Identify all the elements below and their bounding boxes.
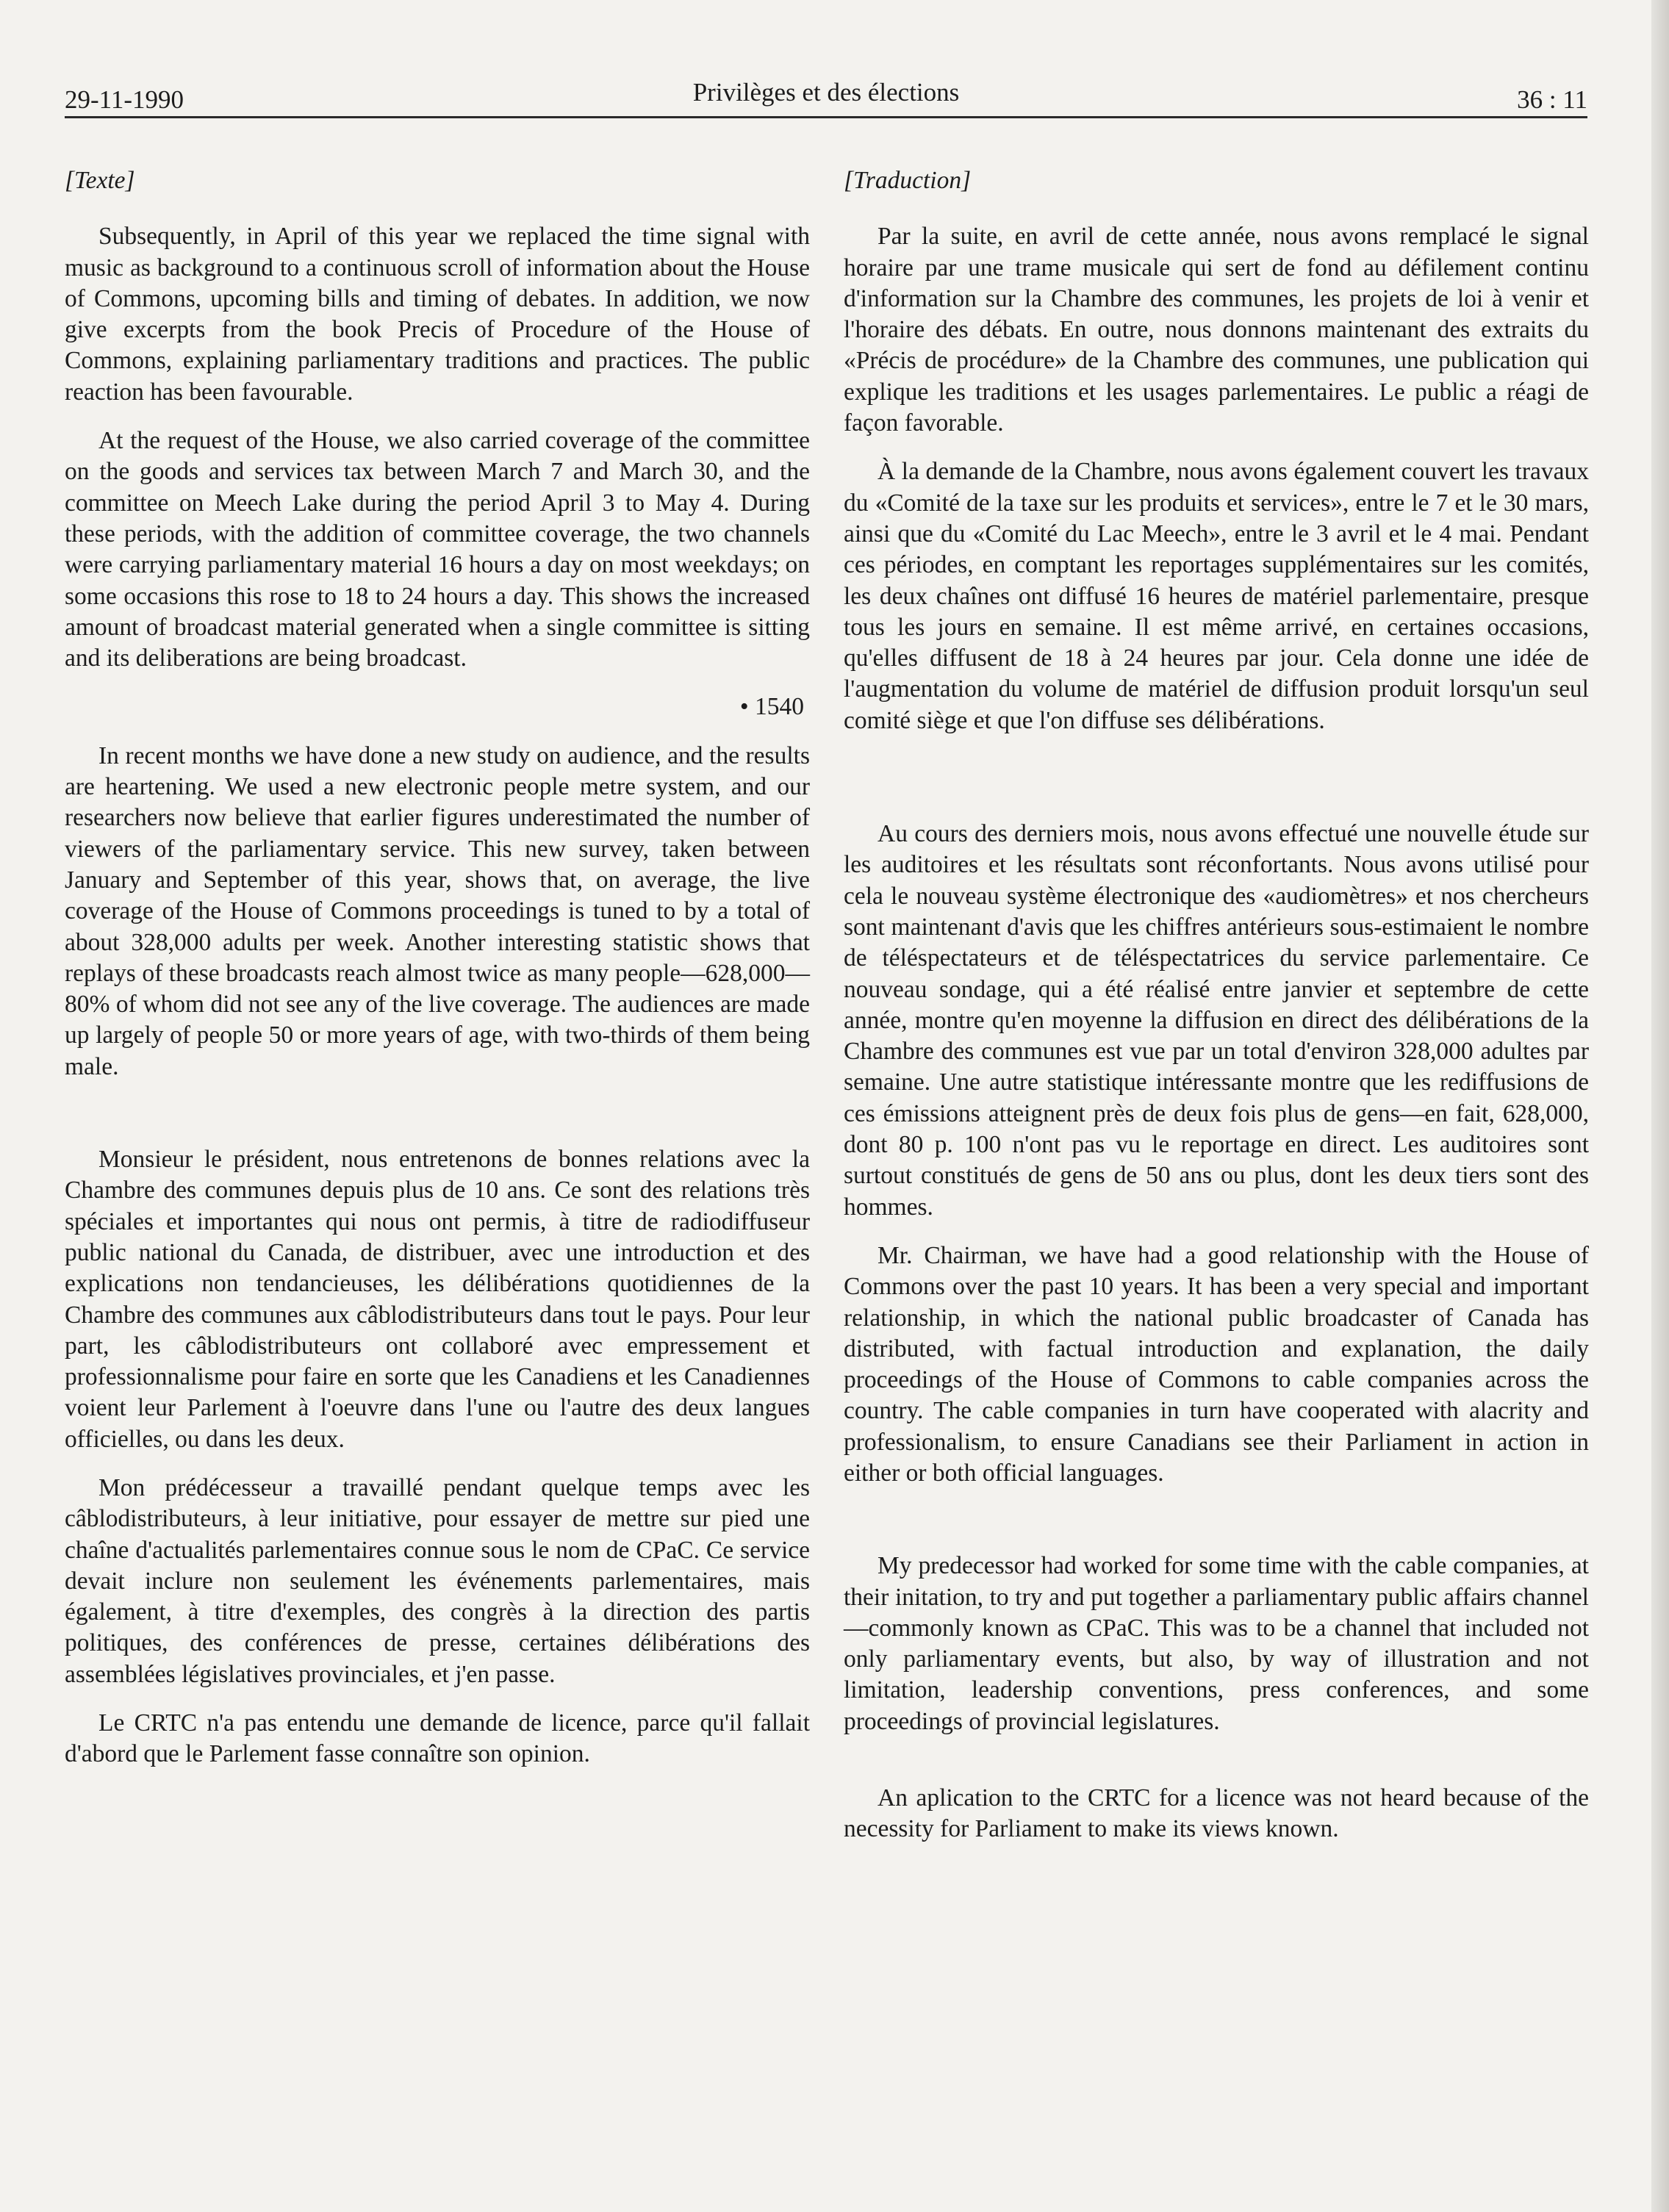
spacer [65,1100,810,1144]
left-column-label: [Texte] [65,167,135,194]
spacer [844,1507,1589,1551]
page-edge-shadow [1651,0,1669,2212]
left-paragraph-6: Le CRTC n'a pas entendu une demande de licence, parce qu'il fallait d'abord que le Parlement fasse connaître son opinion. [65,1709,810,1768]
left-column [65,165,810,1788]
header-title: Privilèges et des élections [692,78,960,107]
spacer [844,754,1589,819]
left-paragraph-2: At the request of the House, we also carried coverage of the committee on the goods and services tax between March 7 and March 30, and the committee on Meech Lake during the period April 3 to May 4. During these periods, with the addition of committee coverage, the two channels were carrying parliamentary material 16 hours a day on most weekdays; on some occasions this rose to 18 to 24 hours a day. This shows the increased amount of broadcast material generated when a single committee is sitting and its deliberations are being broadcast. [65,427,810,672]
spacer [844,1755,1589,1783]
right-paragraph-4: Mr. Chairman, we have had a good relationship with the House of Commons over the past 10 years. It has been a very special and important relationship, in which the national public broadcaster of Canada has distributed, with factual introduction and explanation, the daily proceedings of the House of Commons to cable companies across the country. The cable companies in turn have cooperated with alacrity and professionalism, to ensure Canadians see their Parliament in action in either or both official languages. [844,1241,1589,1487]
right-paragraph-2: À la demande de la Chambre, nous avons également couvert les travaux du «Comité de la taxe sur les produits et services», entre le 7 et le 30 mars, ainsi que du «Comité du Lac Meech», entre le 3 avril et le 4 mai. Pendant ces périodes, en comptant les reportages supplémentaires sur les comités, les deux chaînes ont diffusé 16 heures de matériel parlementaire, presque tous les jours en semaine. Il est même arrivé, en certaines occasions, qu'elles diffusent de 18 à 24 heures par jour. Cela donne une idée de l'augmentation du volume de matériel de diffusion produit lorsqu'un seul comité siège et que l'on diffuse ses délibérations. [844,458,1589,734]
left-paragraph-3: In recent months we have done a new study on audience, and the results are heartening. We used a new electronic people metre system, and our researchers now believe that earlier figures underestimated the number of viewers of the parliamentary service. This new survey, taken between January and September of this year, shows that, on average, the live coverage of the House of Commons proceedings is tuned to by a total of about 328,000 adults per week. Another interesting statistic shows that replays of these broadcasts reach almost twice as many people—628,000—80% of whom did not see any of the live coverage. The audiences are made up largely of people 50 or more years of age, with two-thirds of them being male. [65,741,810,1080]
right-paragraph-6: An aplication to the CRTC for a licence was not heard because of the necessity for Parliament to make its views known. [844,1784,1589,1843]
time-marker: • 1540 [739,693,804,721]
right-column [844,165,1589,1863]
right-paragraph-5: My predecessor had worked for some time with the cable companies, at their initation, to try and put together a parliamentary public affairs channel—commonly known as CPaC. This was to be a channel that included not only parliamentary events, but also, by way of illustration and not limitation, leadership conventions, press conferences, and some proceedings of provincial legislatures. [844,1552,1589,1735]
right-paragraph-1: Par la suite, en avril de cette année, nous avons remplacé le signal horaire par une trame musicale qui sert de fond au défilement continu d'information sur la Chambre des communes, les projets de loi à venir et l'horaire des débats. En outre, nous donnons maintenant des extraits du «Précis de procédure» de la Chambre des communes, une publication qui explique les traditions et les usages parlementaires. Le public a réagi de façon favorable. [844,223,1589,437]
header-page-number: 36 : 11 [1517,85,1587,114]
left-paragraph-1: Subsequently, in April of this year we replaced the time signal with music as background to a continuous scroll of information about the House of Commons, upcoming bills and timing of debates. In addition, we now give excerpts from the book Precis of Procedure of the House of Commons, explaining parliamentary traditions and practices. The public reaction has been favourable. [65,223,810,406]
header-date: 29-11-1990 [65,85,184,114]
right-column-label: [Traduction] [844,167,972,194]
left-paragraph-5: Mon prédécesseur a travaillé pendant quelque temps avec les câblodistributeurs, à leur initiative, pour essayer de mettre sur pied une chaîne d'actualités parlementaires connue sous le nom de CPaC. Ce service devait inclure non seulement les événements parlementaires, mais également, à titre d'exemples, des congrès à la direction des partis politiques, des conférences de presse, certaines délibérations des assemblées législatives provinciales, et j'en passe. [65,1473,810,1688]
left-paragraph-4: Monsieur le président, nous entretenons de bonnes relations avec la Chambre des communes depuis plus de 10 ans. Ce sont des relations très spéciales et importantes qui nous ont permis, à titre de radiodiffuseur public national du Canada, de distribuer, avec une introduction et des explications non tendancieuses, les délibérations quotidiennes de la Chambre des communes aux câblodistributeurs dans tout le pays. Pour leur part, les câblodistributeurs ont collaboré avec empressement et professionnalisme pour faire en sorte que les Canadiens et les Canadiennes voient leur Parlement à l'oeuvre dans l'une ou l'autre des deux langues officielles, ou dans les deux. [65,1146,810,1453]
right-paragraph-3: Au cours des derniers mois, nous avons effectué une nouvelle étude sur les auditoires et les résultats sont réconfortants. Nous avons utilisé pour cela le nouveau système électronique des «audiomètres» et nos chercheurs sont maintenant d'avis que les chiffres antérieurs sous-estimaient le nombre de téléspectateurs et de téléspectatrices du service parlementaire. Ce nouveau sondage, qui a été réalisé entre janvier et septembre de cette année, montre qu'en moyenne la diffusion en direct des délibérations de la Chambre des communes est vue par un total d'environ 328,000 adultes par semaine. Une autre statistique intéressante montre que les rediffusions de ces émissions atteignent près de deux fois plus de gens—en fait, 628,000, dont 80 p. 100 n'ont pas vu le reportage en direct. Les auditoires sont surtout constitués de gens de 50 ans ou plus, dont les deux tiers sont des hommes. [844,820,1589,1221]
header-rule [65,116,1587,118]
